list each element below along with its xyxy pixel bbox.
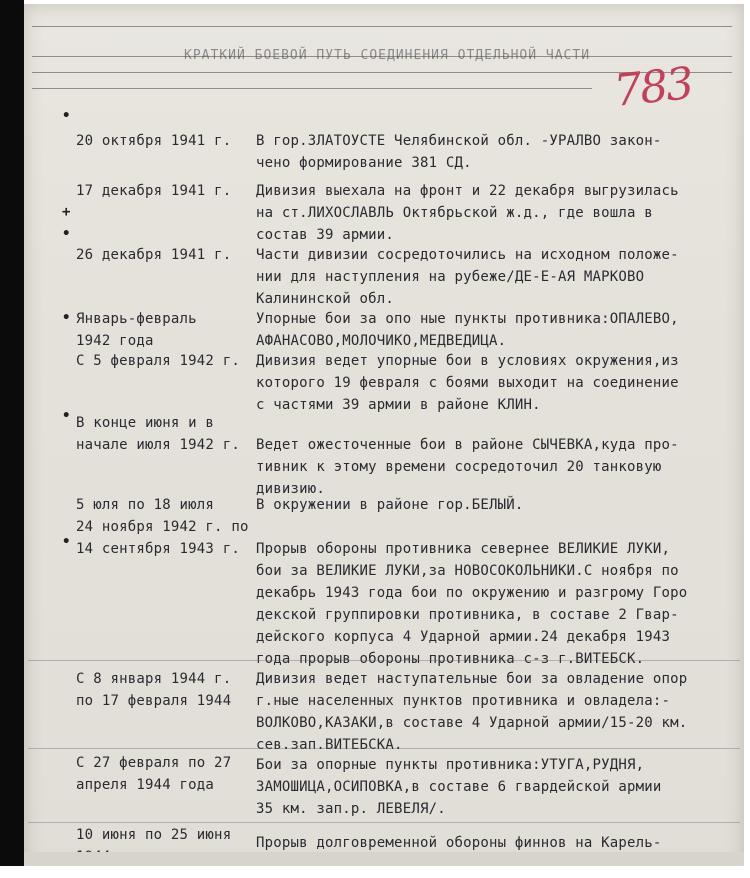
margin-mark: +: [62, 204, 71, 220]
entry-text: Части дивизии сосредоточились на исходном положе- нии для наступления на рубеже/ДЕ-Е-АЯ МАРКОВО Калининской обл.: [256, 247, 679, 307]
entry-text: Ведет ожесточенные бои в районе СЫЧЕВКА,куда про- тивник к этому времени сосредоточил 20 танковую дивизию.: [256, 437, 679, 497]
document-header: [24, 4, 744, 117]
entry-date: С 27 февраля по 27 апреля 1944 года: [76, 755, 232, 793]
margin-mark: •: [62, 108, 71, 124]
document-page: [24, 4, 744, 866]
entry-date: В конце июня и в начале июля 1942 г.: [76, 415, 240, 453]
entry-text: Упорные бои за опо ные пункты противника:ОПАЛЕВО, АФАНАСОВО,МОЛОЧИКО,МЕДВЕДИЦА.: [256, 311, 679, 349]
entry-date: 17 декабря 1941 г.: [76, 183, 232, 199]
entry-text: Дивизия выехала на фронт и 22 декабря выгрузилась на ст.ЛИХОСЛАВЛЬ Октябрьской ж.д., где вошла в состав 39 армии.: [256, 183, 679, 243]
entry-date: С 8 января 1944 г. по 17 февраля 1944: [76, 671, 232, 709]
entry-date: Январь-февраль 1942 года: [76, 311, 197, 349]
entry-date: С 5 февраля 1942 г.: [76, 353, 240, 369]
row-divider: [28, 660, 740, 661]
scan-frame-left: [0, 0, 24, 878]
page-bottom-edge: [24, 852, 744, 866]
entry-date: 5 юля по 18 июля: [76, 497, 215, 513]
header-title: КРАТКИЙ БОЕВОЙ ПУТЬ СОЕДИНЕНИЯ ОТДЕЛЬНОЙ ЧАСТИ: [184, 48, 591, 63]
margin-mark: •: [62, 310, 71, 326]
entry-text: В окружении в районе гор.БЕЛЫЙ.: [256, 497, 524, 513]
scan-frame-bottom: [0, 866, 750, 878]
entry-text: Дивизия ведет упорные бои в условиях окружения,из которого 19 февраля с боями выходит на соединение с частями 39 армии в районе КЛИН.: [256, 353, 679, 413]
entry-date: 26 декабря 1941 г.: [76, 247, 232, 263]
entry-date: 20 октября 1941 г.: [76, 133, 232, 149]
entry-text: Прорыв долговременной обороны финнов на Карель-: [256, 835, 662, 851]
entry-text: Бои за опорные пункты противника:УТУГА,РУДНЯ, ЗАМОШИЦА,ОСИПОВКА,в составе 6 гвардейской армии 35 км. зап.р. ЛЕВЕЛЯ/.: [256, 757, 662, 817]
row-divider: [28, 822, 740, 823]
row-divider: [28, 748, 740, 749]
margin-mark: •: [62, 408, 71, 424]
entry-text: Дивизия ведет наступательные бои за овладение опор г.ные населенных пунктов противника и овладела:- ВОЛКОВО,КАЗАКИ,в составе 4 Ударной армии/15-20 км. сев.зап.ВИТЕБСКА.: [256, 671, 688, 753]
entry-text: В гор.ЗЛАТОУСТЕ Челябинской обл. -УРАЛВО закон- чено формирование 381 СД.: [256, 133, 662, 171]
margin-mark: •: [62, 534, 71, 550]
margin-mark: •: [62, 226, 71, 242]
entry-text: Прорыв обороны противника севернее ВЕЛИКИЕ ЛУКИ, бои за ВЕЛИКИЕ ЛУКИ,за НОВОСОКОЛЬНИКИ.С ноября по декабрь 1943 года бои по окружению и разгрому Горо декской группировки противника, в составе 2 Гвар- дейского корпуса 4 Ударной армии.24 декабря 1943 года прорыв обороны противника с-з г.ВИТЕБСК.: [256, 541, 688, 667]
entry-date: 24 ноября 1942 г. по 14 сентября 1943 г.: [76, 519, 249, 557]
entry-date: 10 июня по 25 июня: [76, 827, 232, 843]
page-number-stamp: 783: [611, 58, 695, 117]
